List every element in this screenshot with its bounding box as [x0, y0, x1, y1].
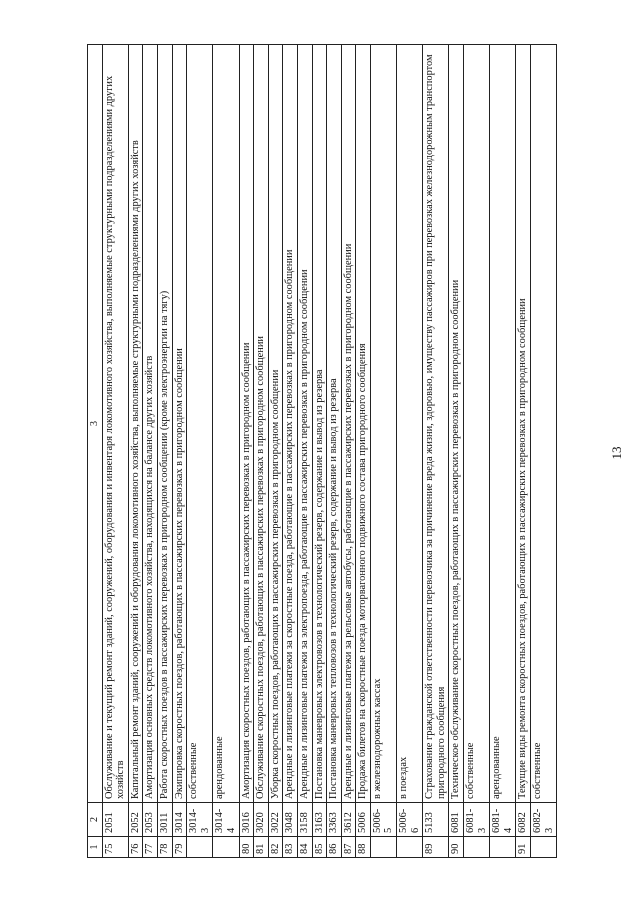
description-cell: в железнодорожных кассах: [370, 45, 396, 803]
table-header-row: [88, 45, 103, 858]
table-row: [449, 45, 464, 858]
row-number-cell: 79: [172, 837, 187, 858]
header-col-2: 2: [88, 803, 103, 837]
row-number-cell: 86: [327, 837, 342, 858]
code-cell: 6081: [449, 803, 464, 837]
code-cell: 3363: [327, 803, 342, 837]
table-row: [254, 45, 269, 858]
code-cell: 3011: [157, 803, 172, 837]
description-cell: Текущие виды ремонта скоростных поездов, работающих в пассажирских перевозках в пригородном сообщении: [516, 45, 531, 803]
row-number-cell: 88: [356, 837, 371, 858]
header-col-3: 3: [88, 45, 103, 803]
row-number-cell: 91: [516, 837, 531, 858]
table-row: [397, 45, 423, 858]
code-cell: 5006: [356, 803, 371, 837]
description-cell: Амортизация скоростных поездов, работающих в пассажирских перевозках в пригородном сообщении: [239, 45, 254, 803]
table-row: [490, 45, 516, 858]
description-cell: Капитальный ремонт зданий, сооружений и оборудования локомотивного хозяйства, выполняемые структурными подразделениями других хозяйств: [128, 45, 143, 803]
table-body: [102, 45, 557, 858]
table-row: [297, 45, 312, 858]
description-cell: Арендные и лизинговые платежи за скоростные поезда, работающие в пассажирских перевозках в пригородном сообщении: [283, 45, 298, 803]
cost-items-table: [87, 44, 557, 858]
row-number-cell: 81: [254, 837, 269, 858]
table-row: [312, 45, 327, 858]
description-cell: собственные: [464, 45, 490, 803]
table-row: [283, 45, 298, 858]
description-cell: Уборка скоростных поездов, работающих в пассажирских перевозках в пригородном сообщении: [268, 45, 283, 803]
description-cell: арендованные: [213, 45, 239, 803]
code-cell: 6081-3: [464, 803, 490, 837]
code-cell: 3020: [254, 803, 269, 837]
table-row: [327, 45, 342, 858]
row-number-cell: [187, 837, 213, 858]
description-cell: Обслуживание скоростных поездов, работающих в пассажирских перевозках в пригородном сообщении: [254, 45, 269, 803]
description-cell: Работа скоростных поездов в пассажирских перевозках в пригородном сообщении (кроме электроэнергии на тягу): [157, 45, 172, 803]
row-number-cell: 82: [268, 837, 283, 858]
row-number-cell: [370, 837, 396, 858]
description-cell: Экипировка скоростных поездов, работающих в пассажирских перевозках в пригородном сообщении: [172, 45, 187, 803]
row-number-cell: 87: [341, 837, 356, 858]
row-number-cell: 80: [239, 837, 254, 858]
table-row: [213, 45, 239, 858]
table-row: [102, 45, 128, 858]
table-row: [157, 45, 172, 858]
description-cell: собственные: [187, 45, 213, 803]
description-cell: Страхование гражданской ответственности перевозчика за причинение вреда жизни, здоровью, имуществу пассажиров при перевозках железнодорожным транспортом пригородного сообщения: [423, 45, 449, 803]
description-cell: Арендные и лизинговые платежи за рельсовые автобусы, работающие в пассажирских перевозках в пригородном сообщении: [341, 45, 356, 803]
code-cell: 5133: [423, 803, 449, 837]
code-cell: 5006-5: [370, 803, 396, 837]
row-number-cell: 85: [312, 837, 327, 858]
row-number-cell: [464, 837, 490, 858]
table-row: [239, 45, 254, 858]
row-number-cell: [213, 837, 239, 858]
description-cell: в поездах: [397, 45, 423, 803]
table-row: [268, 45, 283, 858]
table-row: [464, 45, 490, 858]
description-cell: Постановка маневровых тепловозов в технологический резерв, содержание и вывод из резерва: [327, 45, 342, 803]
code-cell: 3163: [312, 803, 327, 837]
row-number-cell: 75: [102, 837, 128, 858]
code-cell: 2051: [102, 803, 128, 837]
table-row: [423, 45, 449, 858]
row-number-cell: 76: [128, 837, 143, 858]
code-cell: 3016: [239, 803, 254, 837]
header-col-1: 1: [88, 837, 103, 858]
description-cell: Арендные и лизинговые платежи за электропоезда, работающие в пассажирских перевозках в пригородном сообщении: [297, 45, 312, 803]
description-cell: Техническое обслуживание скоростных поездов, работающих в пассажирских перевозках в пригородном сообщении: [449, 45, 464, 803]
description-cell: собственные: [531, 45, 557, 803]
table-row: [516, 45, 531, 858]
row-number-cell: 83: [283, 837, 298, 858]
code-cell: 3158: [297, 803, 312, 837]
code-cell: 3014-4: [213, 803, 239, 837]
page-number: 13: [609, 446, 624, 460]
code-cell: 6082: [516, 803, 531, 837]
table-row: [143, 45, 158, 858]
code-cell: 3014-3: [187, 803, 213, 837]
table-row: [172, 45, 187, 858]
table-row: [341, 45, 356, 858]
description-cell: Обслуживание и текущий ремонт зданий, сооружений, оборудования и инвентаря локомотивного хозяйства, выполняемые структурными подразделениями других хозяйств: [102, 45, 128, 803]
description-cell: Постановка маневровых электровозов в технологический резерв, содержание и вывод из резерва: [312, 45, 327, 803]
code-cell: 3014: [172, 803, 187, 837]
row-number-cell: 77: [143, 837, 158, 858]
code-cell: 5006-6: [397, 803, 423, 837]
row-number-cell: [490, 837, 516, 858]
description-cell: Амортизация основных средств локомотивного хозяйства, находящихся на балансе других хозяйств: [143, 45, 158, 803]
code-cell: 2053: [143, 803, 158, 837]
code-cell: 3612: [341, 803, 356, 837]
table-row: [187, 45, 213, 858]
code-cell: 6081-4: [490, 803, 516, 837]
table-row: [370, 45, 396, 858]
row-number-cell: [531, 837, 557, 858]
table-row: [531, 45, 557, 858]
code-cell: 2052: [128, 803, 143, 837]
row-number-cell: 78: [157, 837, 172, 858]
row-number-cell: 90: [449, 837, 464, 858]
code-cell: 3022: [268, 803, 283, 837]
row-number-cell: [397, 837, 423, 858]
code-cell: 6082-3: [531, 803, 557, 837]
description-cell: арендованные: [490, 45, 516, 803]
table-row: [128, 45, 143, 858]
row-number-cell: 84: [297, 837, 312, 858]
rotated-table-wrapper: [87, 44, 569, 858]
description-cell: Продажа билетов на скоростные поезда моторвагонного подвижного состава пригородного сообщения: [356, 45, 371, 803]
row-number-cell: 89: [423, 837, 449, 858]
table-row: [356, 45, 371, 858]
code-cell: 3048: [283, 803, 298, 837]
